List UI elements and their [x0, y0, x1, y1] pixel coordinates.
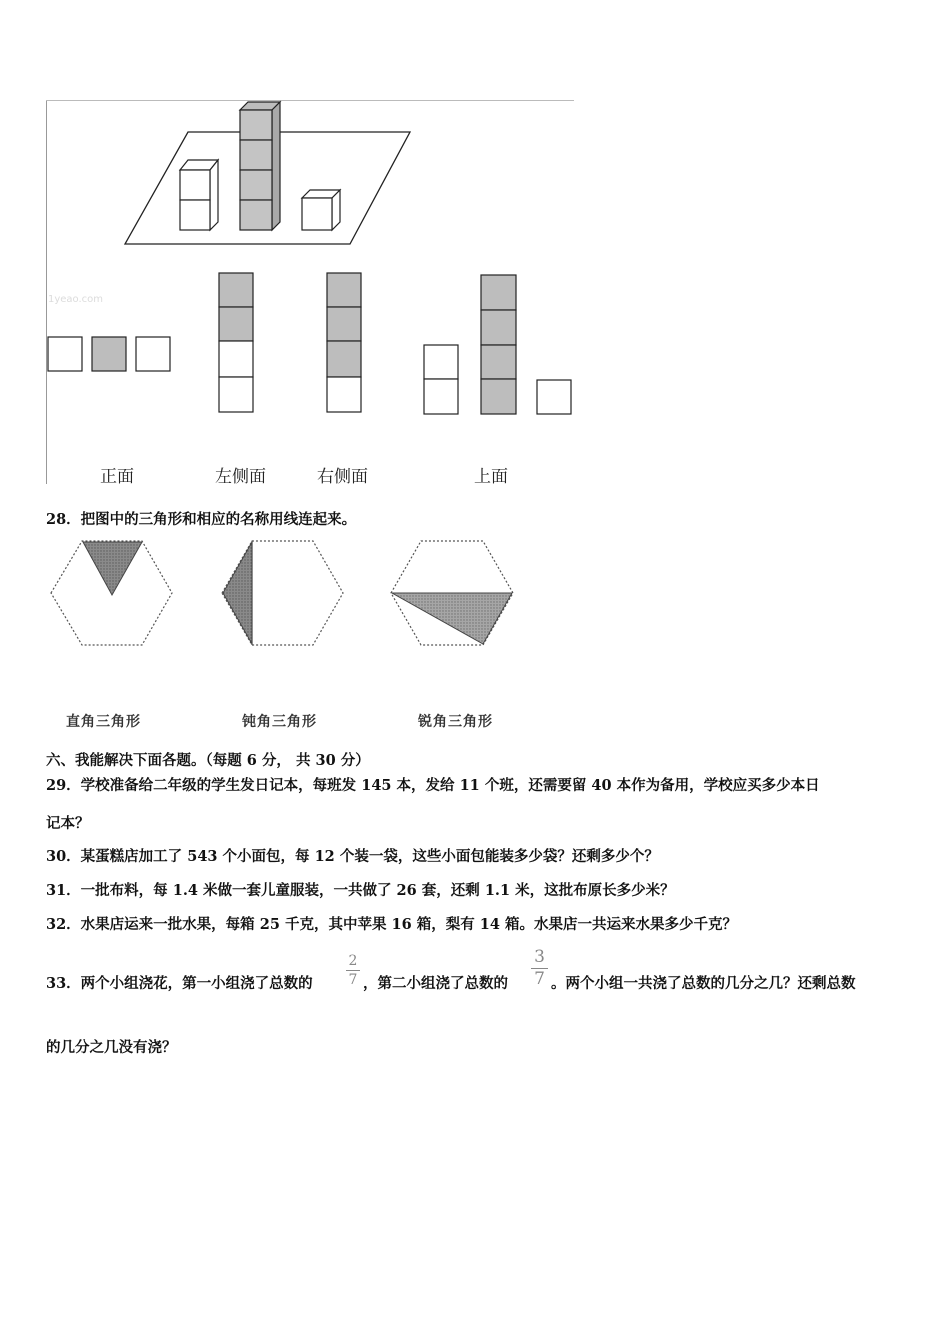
question-29-line-2: 记本？	[46, 815, 90, 832]
view-left-side	[219, 273, 253, 412]
triangle-shaded-2	[223, 542, 252, 644]
question-32: 32．水果店运来一批水果，每箱 25 千克，其中苹果 16 箱，梨有 14 箱。水果店一共运来水果多少千克？	[46, 916, 737, 933]
fraction-2-numerator: 3	[534, 947, 545, 967]
fraction-2-denominator: 7	[534, 969, 545, 989]
question-31: 31．一批布料，每 1.4 米做一套儿童服装，一共做了 26 套，还剩 1.1 米，这批布原长多少米？	[46, 882, 675, 899]
cube-stack-middle	[240, 102, 280, 230]
question-30: 30．某蛋糕店加工了 543 个小面包，每 12 个装一袋，这些小面包能装多少袋？还剩多少个？	[46, 848, 659, 865]
triangle-shaded-1	[83, 542, 142, 595]
question-29-line-1: 29．学校准备给二年级的学生发日记本，每班发 145 本，发给 11 个班，还需要留 40 本作为备用，学校应买多少本日	[46, 777, 820, 794]
triangle-hexagons-figure	[46, 535, 526, 735]
triangle-name-obtuse: 钝角三角形	[242, 714, 317, 730]
triangle-name-acute: 锐角三角形	[418, 714, 493, 730]
cube-stack-left	[180, 160, 218, 230]
triangle-name-right: 直角三角形	[66, 714, 141, 730]
cube-single-right	[302, 190, 340, 230]
question-33-part-2: ，第二小组浇了总数的	[363, 975, 508, 992]
triangle-shaded-3	[392, 593, 512, 644]
question-33-part-3: 。两个小组一共浇了总数的几分之几？还剩总数	[551, 975, 856, 992]
view-label-right-side: 右侧面	[317, 467, 368, 487]
fraction-2-7	[346, 954, 360, 987]
view-label-front: 正面	[100, 467, 134, 487]
view-label-left-side: 左侧面	[215, 467, 266, 487]
fraction-1-denominator: 7	[348, 972, 358, 988]
hexagons-drawing	[46, 535, 526, 660]
watermark-text: 1yeao.com	[48, 294, 104, 305]
section-6-title: 六、我能解决下面各题。（每题 6 分， 共 30 分）	[46, 752, 370, 769]
view-top	[424, 275, 571, 414]
fraction-1-numerator: 2	[348, 953, 358, 969]
question-33-part-1: 33．两个小组浇花，第一小组浇了总数的	[46, 975, 313, 992]
question-28: 28．把图中的三角形和相应的名称用线连起来。	[46, 511, 357, 528]
cube-views-drawing	[46, 100, 574, 484]
hexagon-2	[222, 541, 343, 645]
hexagon-3	[391, 541, 513, 645]
hexagon-1	[51, 541, 172, 645]
question-33-line-2: 的几分之几没有浇？	[46, 1039, 177, 1056]
cube-views-figure	[46, 100, 574, 487]
view-right-side	[327, 273, 361, 412]
fraction-3-7	[531, 949, 548, 988]
view-front	[48, 337, 170, 371]
view-label-top: 上面	[474, 467, 508, 487]
